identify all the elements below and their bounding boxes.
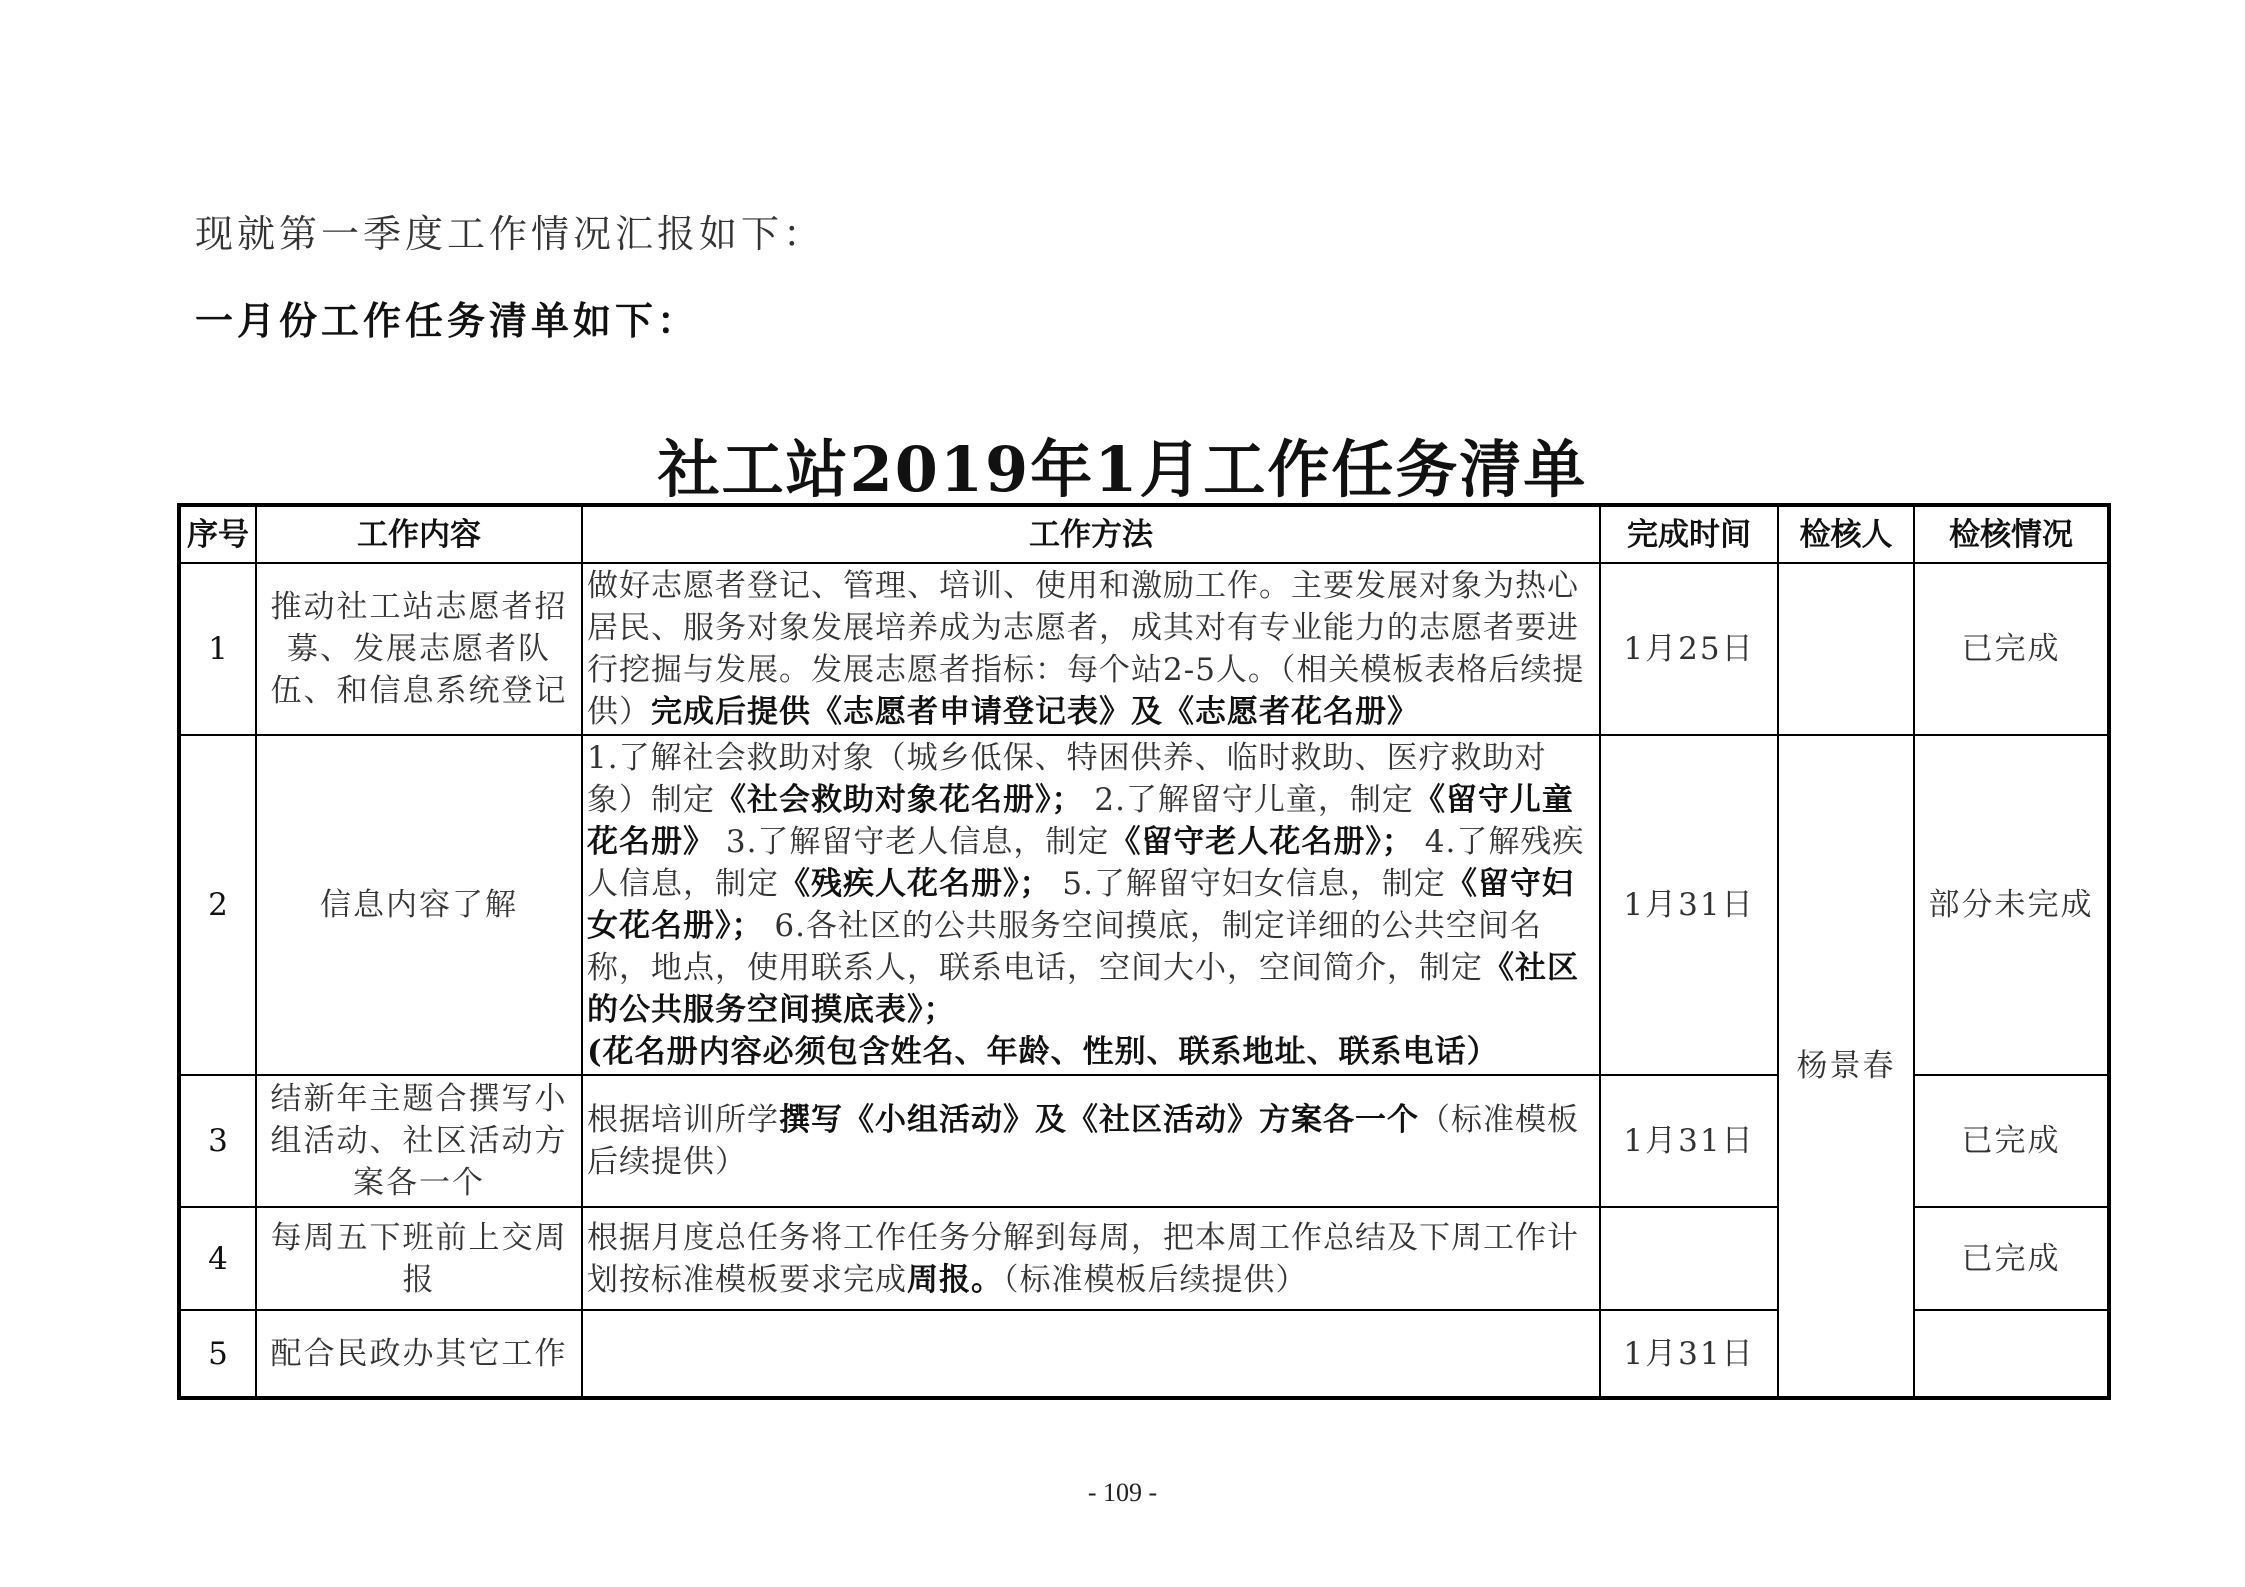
row-no: 2	[179, 735, 256, 1075]
method-text-bold: 《残疾人花名册》；	[779, 866, 1052, 902]
method-text-bold: 完成后提供《志愿者申请登记表》及《志愿者花名册》	[651, 694, 1419, 730]
method-text: 5.了解留守妇女信息，制定	[1051, 866, 1446, 902]
row-content: 配合民政办其它工作	[256, 1310, 582, 1398]
row-no: 1	[179, 563, 256, 735]
method-text-bold: 撰写《小组活动》及《社区活动》方案各一个	[779, 1102, 1419, 1138]
method-text-bold: 周报。	[907, 1261, 1003, 1298]
header-no: 序号	[179, 505, 256, 563]
checker-cell: 杨景春	[1778, 735, 1914, 1398]
row-date: 1月31日	[1600, 1310, 1778, 1398]
method-text-bold: 《社区的公共服务空间摸底表》；	[587, 950, 1579, 1028]
row-method	[582, 1207, 1600, 1310]
table-title: 社工站2019年1月工作任务清单	[657, 433, 1588, 506]
task-table	[177, 503, 2111, 1400]
method-text: （标准模板后续提供）	[1003, 1261, 1308, 1298]
table-row	[179, 563, 2109, 735]
row-date: 1月31日	[1600, 735, 1778, 1075]
row-no: 4	[179, 1207, 256, 1310]
method-text-bold: 《留守儿童花名册》	[587, 782, 1574, 860]
row-method	[582, 1310, 1600, 1398]
row-date: 1月31日	[1600, 1075, 1778, 1207]
row-content: 推动社工站志愿者招募、发展志愿者队伍、和信息系统登记	[256, 563, 582, 735]
method-text-bold: (花名册内容必须包含姓名、年龄、性别、联系地址、联系电话）	[587, 1034, 1499, 1070]
row-status	[1914, 1310, 2109, 1398]
method-text: （标准模板后续提供）	[587, 1102, 1579, 1180]
method-text: 2.了解留守儿童，制定	[1083, 782, 1414, 818]
method-text: 做好志愿者登记、管理、培训、使用和激励工作。主要发展对象为热心居民、服务对象发展培养成为志愿者，成其对有专业能力的志愿者要进行挖掘与发展。发展志愿者指标：每个站2-5人。（相关模板表格后续提供）	[587, 568, 1585, 730]
row-no: 3	[179, 1075, 256, 1207]
row-status: 已完成	[1914, 563, 2109, 735]
row-method	[582, 735, 1600, 1075]
row-method	[582, 563, 1600, 735]
page-number: - 109 -	[1087, 1478, 1158, 1507]
method-text-bold: 《留守老人花名册》；	[1109, 824, 1414, 860]
method-text: 1.了解社会救助对象（城乡低保、特困供养、临时救助、医疗救助对象）制定	[587, 740, 1547, 818]
row-date: 1月25日	[1600, 563, 1778, 735]
row-checker-empty	[1778, 563, 1914, 735]
header-status: 检核情况	[1914, 505, 2109, 563]
header-content: 工作内容	[256, 505, 582, 563]
header-checker: 检核人	[1778, 505, 1914, 563]
method-text-bold: 《留守妇女花名册》；	[587, 866, 1574, 944]
header-date: 完成时间	[1600, 505, 1778, 563]
row-no: 5	[179, 1310, 256, 1398]
intro-text: 现就第一季度工作情况汇报如下：	[195, 212, 826, 256]
row-status: 已完成	[1914, 1075, 2109, 1207]
subheading: 一月份工作任务清单如下：	[195, 298, 700, 343]
table-row	[179, 735, 2109, 1075]
row-method	[582, 1075, 1600, 1207]
row-content: 每周五下班前上交周报	[256, 1207, 582, 1310]
method-text: 3.了解留守老人信息，制定	[715, 824, 1110, 860]
row-content: 结新年主题合撰写小组活动、社区活动方案各一个	[256, 1075, 582, 1207]
row-status: 已完成	[1914, 1207, 2109, 1310]
row-content: 信息内容了解	[256, 735, 582, 1075]
table-header-row	[179, 505, 2109, 563]
row-date	[1600, 1207, 1778, 1310]
method-text-bold: 《社会救助对象花名册》；	[715, 782, 1084, 818]
method-text: 根据培训所学	[587, 1102, 779, 1138]
header-method: 工作方法	[582, 505, 1600, 563]
method-text: 根据月度总任务将工作任务分解到每周，把本周工作总结及下周工作计划按标准模板要求完成	[587, 1219, 1579, 1298]
method-text: 6.各社区的公共服务空间摸底，制定详细的公共空间名称，地点，使用联系人，联系电话，空间大小，空间简介，制定	[587, 908, 1542, 986]
row-status: 部分未完成	[1914, 735, 2109, 1075]
method-text: 4.了解残疾人信息，制定	[587, 824, 1585, 902]
